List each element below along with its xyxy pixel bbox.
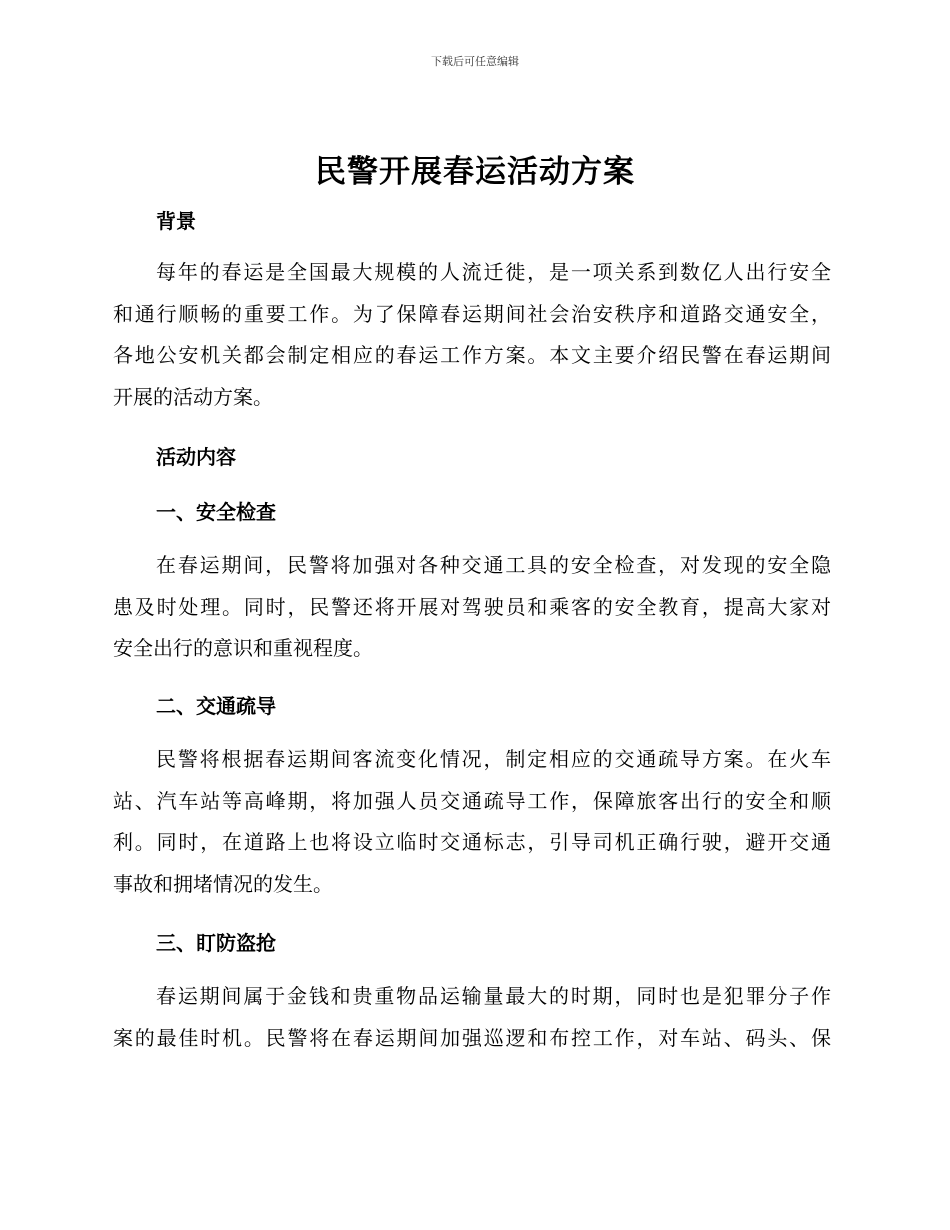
section-heading-activity: 活动内容 — [156, 445, 236, 469]
paragraph-background — [113, 252, 831, 418]
paragraph-line: 站、汽车站等高峰期，将加强人员交通疏导工作，保障旅客出行的安全和顺 — [113, 788, 831, 813]
paragraph-theft — [113, 976, 831, 1059]
paragraph-line: 利。同时，在道路上也将设立临时交通标志，引导司机正确行驶，避开交通 — [113, 830, 831, 854]
paragraph-line: 案的最佳时机。民警将在春运期间加强巡逻和布控工作，对车站、码头、保 — [113, 1025, 831, 1050]
paragraph-line: 安全出行的意识和重视程度。 — [113, 636, 373, 660]
paragraph-line: 事故和拥堵情况的发生。 — [113, 871, 333, 896]
section-heading-theft: 三、盯防盗抢 — [156, 931, 276, 955]
paragraph-line: 民警将根据春运期间客流变化情况，制定相应的交通疏导方案。在火车 — [156, 747, 831, 771]
section-heading-safety: 一、安全检查 — [156, 500, 276, 524]
paragraph-traffic — [113, 739, 831, 905]
running-header: 下载后可任意编辑 — [431, 55, 519, 68]
paragraph-line: 患及时处理。同时，民警还将开展对驾驶员和乘客的安全教育，提高大家对 — [113, 594, 831, 619]
section-heading-traffic: 二、交通疏导 — [156, 694, 276, 718]
paragraph-line: 和通行顺畅的重要工作。为了保障春运期间社会治安秩序和道路交通安全， — [113, 301, 831, 326]
paragraph-safety — [113, 545, 831, 670]
document-title: 民警开展春运活动方案 — [315, 154, 635, 190]
paragraph-line: 在春运期间，民警将加强对各种交通工具的安全检查，对发现的安全隐 — [156, 553, 831, 577]
paragraph-line: 每年的春运是全国最大规模的人流迁徙，是一项关系到数亿人出行安全 — [156, 260, 831, 284]
paragraph-line: 春运期间属于金钱和贵重物品运输量最大的时期，同时也是犯罪分子作 — [156, 984, 831, 1008]
section-heading-background: 背景 — [156, 209, 196, 233]
paragraph-line: 各地公安机关都会制定相应的春运工作方案。本文主要介绍民警在春运期间 — [113, 343, 831, 367]
paragraph-line: 开展的活动方案。 — [113, 384, 273, 409]
